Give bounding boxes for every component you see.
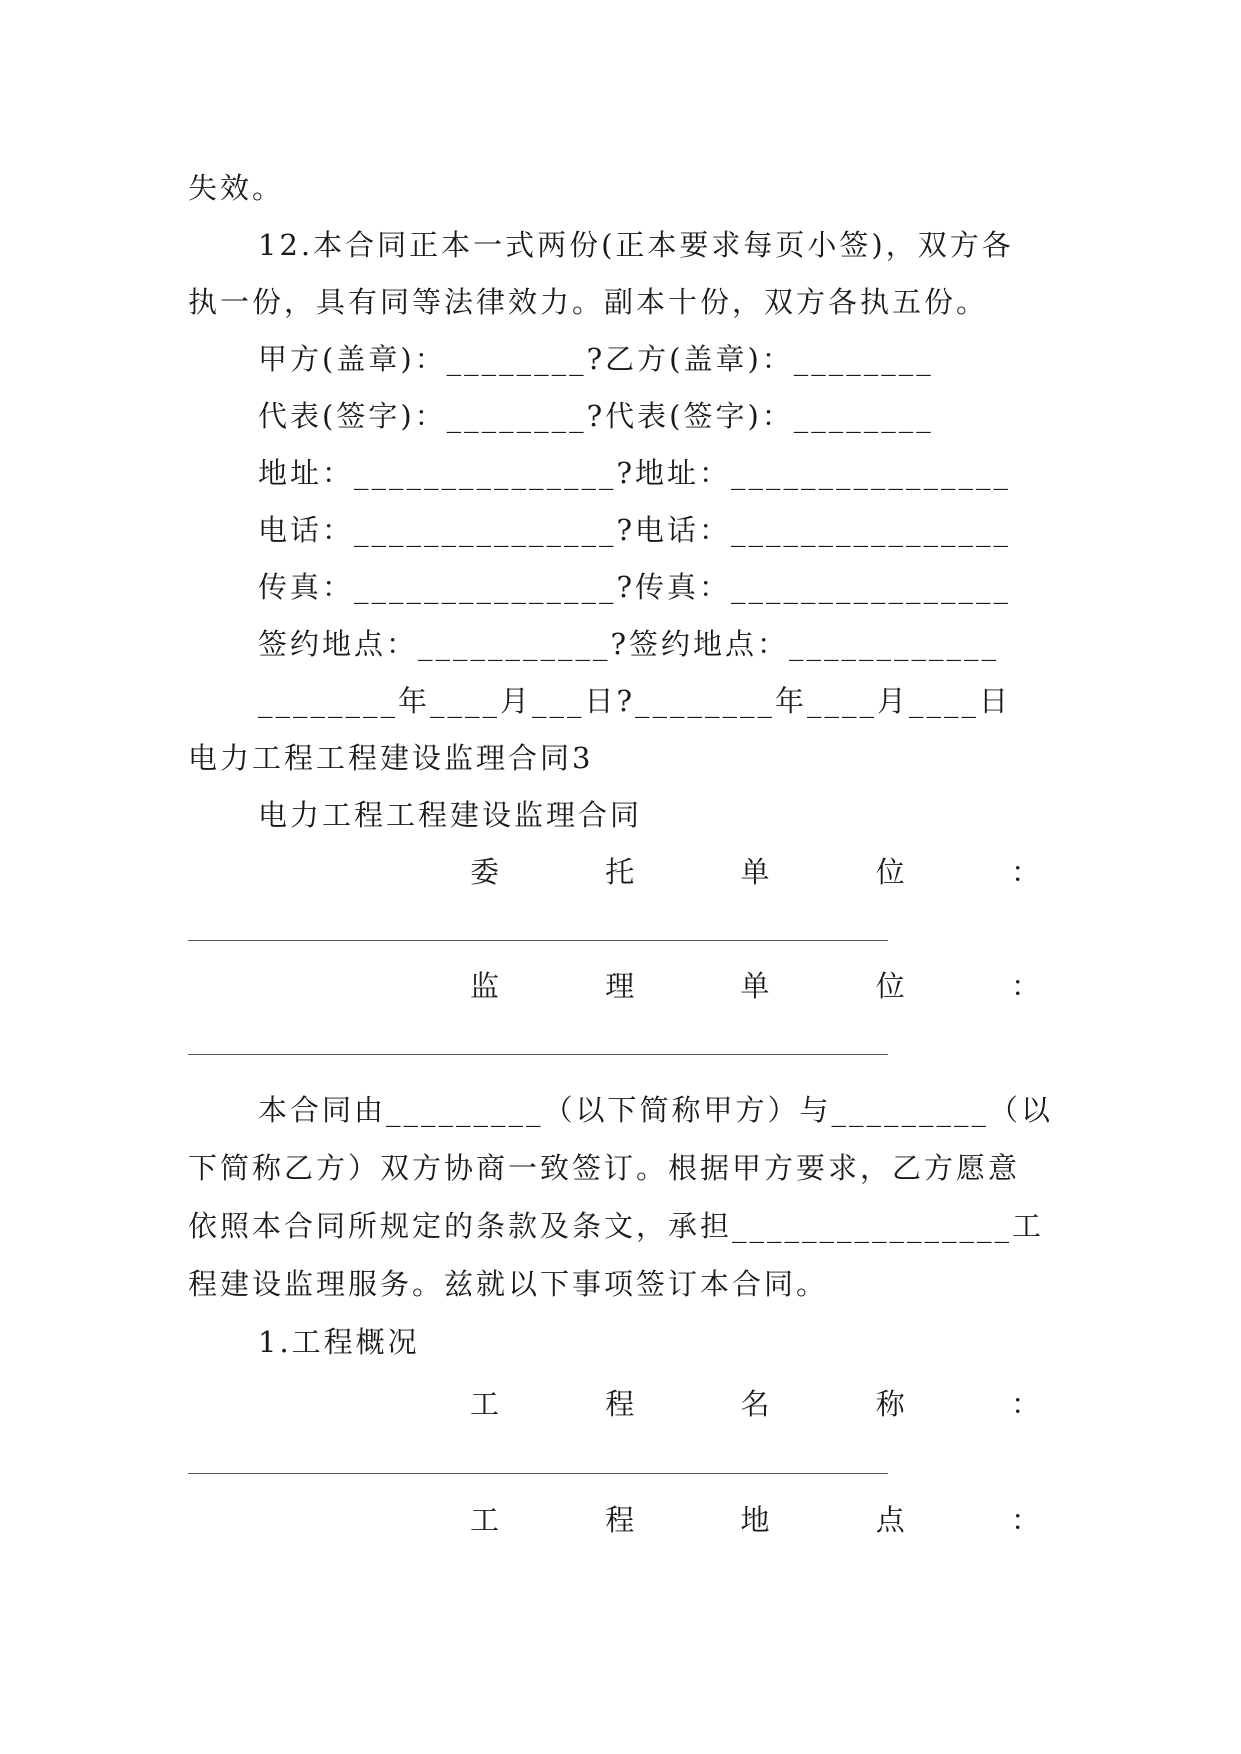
- blank-underline: [188, 940, 888, 941]
- label-char: 监: [470, 969, 500, 1003]
- contract-title: 电力工程工程建设监理合同: [258, 798, 643, 832]
- client-unit-label: [470, 852, 1040, 892]
- label-char: 工: [470, 1387, 500, 1421]
- text-line: 失效。: [188, 171, 285, 205]
- label-char: ：: [1010, 1387, 1040, 1421]
- text-line: 执一份，具有同等法律效力。副本十份，双方各执五份。: [188, 285, 989, 319]
- text-line: 12.本合同正本一式两份(正本要求每页小签)，双方各: [258, 228, 1014, 262]
- label-char: ：: [1010, 969, 1040, 1003]
- label-char: 点: [875, 1503, 905, 1537]
- blank-underline: [188, 1473, 888, 1474]
- label-char: 委: [470, 855, 500, 889]
- label-char: 单: [740, 855, 770, 889]
- fax-line: 传真：_______________?传真：________________: [258, 570, 1012, 604]
- label-char: ：: [1010, 1503, 1040, 1537]
- label-char: 程: [605, 1503, 635, 1537]
- label-char: 工: [470, 1503, 500, 1537]
- label-char: 托: [605, 855, 635, 889]
- label-char: 单: [740, 969, 770, 1003]
- label-char: ：: [1010, 855, 1040, 889]
- phone-line: 电话：_______________?电话：________________: [258, 513, 1012, 547]
- blank-underline: [188, 1054, 888, 1055]
- date-line: ________年____月___日?________年____月____日: [258, 684, 1012, 718]
- body-paragraph-line: 下简称乙方）双方协商一致签订。根据甲方要求，乙方愿意: [188, 1151, 1021, 1185]
- project-name-label: [470, 1384, 1040, 1424]
- label-char: 位: [875, 855, 905, 889]
- project-location-label: [470, 1500, 1040, 1540]
- label-char: 称: [875, 1387, 905, 1421]
- supervisor-unit-label: [470, 966, 1040, 1006]
- body-paragraph-line: 依照本合同所规定的条款及条文，承担________________工: [188, 1209, 1045, 1243]
- body-paragraph-line: 本合同由_________（以下简称甲方）与_________（以: [258, 1093, 1054, 1127]
- label-char: 地: [740, 1503, 770, 1537]
- label-char: 理: [605, 969, 635, 1003]
- body-paragraph-line: 程建设监理服务。兹就以下事项签订本合同。: [188, 1267, 829, 1301]
- section-heading: 1.工程概况: [258, 1325, 420, 1359]
- label-char: 程: [605, 1387, 635, 1421]
- address-line: 地址：_______________?地址：________________: [258, 456, 1012, 490]
- signature-line-party-a-b: 甲方(盖章)：________?乙方(盖章)：________: [258, 342, 934, 376]
- signature-line-representative: 代表(签字)：________?代表(签字)：________: [258, 399, 934, 433]
- signing-place-line: 签约地点：___________?签约地点：____________: [258, 627, 1000, 661]
- label-char: 位: [875, 969, 905, 1003]
- label-char: 名: [740, 1387, 770, 1421]
- section-title: 电力工程工程建设监理合同3: [188, 741, 594, 775]
